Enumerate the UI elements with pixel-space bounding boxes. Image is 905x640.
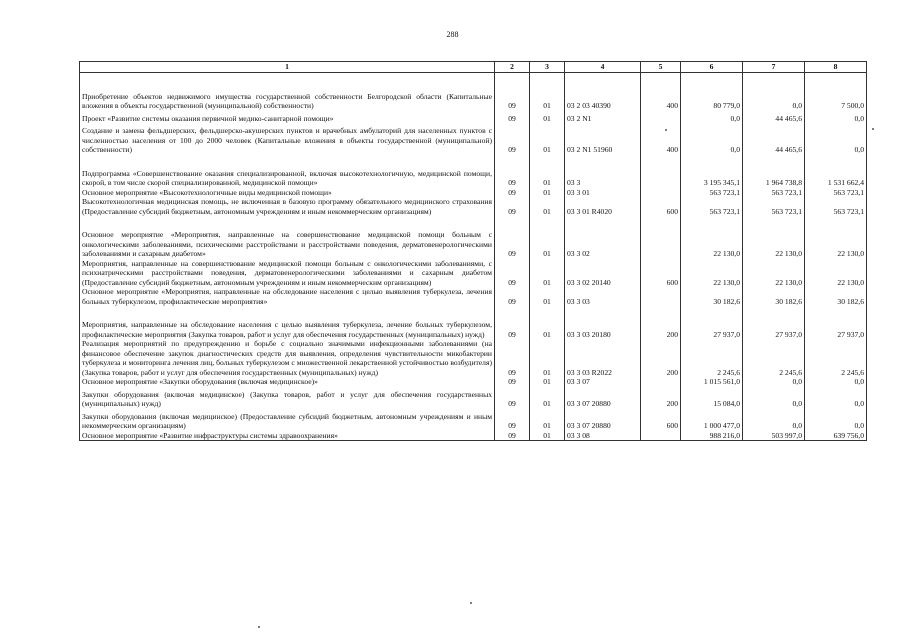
amount-year-3: 1 531 662,4: [805, 155, 867, 188]
table-row: [80, 339, 867, 377]
column-header: 6: [681, 62, 743, 73]
row-description: Мероприятия, направленные на обследование населения с целью выявления туберкулеза, лечение больных туберкулезом, профилактические мероприятия (Закупка товаров, работ и услуг для обеспечения государственных (муниципальных) нужд): [80, 306, 495, 339]
amount-year-3: 27 937,0: [805, 306, 867, 339]
table-row: [80, 259, 867, 288]
expense-type-code: [641, 431, 681, 441]
budget-table: [79, 61, 867, 441]
section-code: 09: [495, 306, 530, 339]
amount-year-1: 22 130,0: [681, 216, 743, 259]
expense-type-code: [641, 111, 681, 124]
subsection-code: 01: [530, 72, 565, 111]
section-code: 09: [495, 287, 530, 306]
subsection-code: 01: [530, 306, 565, 339]
section-code: 09: [495, 431, 530, 441]
amount-year-2: 0,0: [743, 72, 805, 111]
expense-type-code: 600: [641, 409, 681, 431]
section-code: 09: [495, 72, 530, 111]
amount-year-3: 0,0: [805, 377, 867, 387]
amount-year-3: 22 130,0: [805, 259, 867, 288]
table-row: [80, 111, 867, 124]
target-article-code: 03 3 03 R2022: [565, 339, 641, 377]
row-description: Высокотехнологичная медицинская помощь, не включенная в базовую программу обязательного медицинского страхования (Предоставление субсидий бюджетным, автономным учреждениям и иным некоммерческим организациям): [80, 197, 495, 216]
amount-year-2: 2 245,6: [743, 339, 805, 377]
expense-type-code: 400: [641, 72, 681, 111]
subsection-code: 01: [530, 259, 565, 288]
row-description: Подпрограмма «Совершенствование оказания специализированной, включая высокотехнологичную, медицинской помощи, скорой, в том числе скорой специализированной, медицинской помощи»: [80, 155, 495, 188]
amount-year-3: 639 756,0: [805, 431, 867, 441]
subsection-code: 01: [530, 339, 565, 377]
row-description: Основное мероприятие «Закупки оборудования (включая медицинское)»: [80, 377, 495, 387]
amount-year-3: 563 723,1: [805, 197, 867, 216]
amount-year-1: 563 723,1: [681, 188, 743, 198]
target-article-code: 03 3 08: [565, 431, 641, 441]
amount-year-1: 27 937,0: [681, 306, 743, 339]
subsection-code: 01: [530, 287, 565, 306]
row-description: Закупки оборудования (включая медицинское) (Закупка товаров, работ и услуг для обеспечения государственных (муниципальных) нужд): [80, 387, 495, 409]
amount-year-3: 563 723,1: [805, 188, 867, 198]
expense-type-code: 200: [641, 306, 681, 339]
row-description: Основное мероприятие «Мероприятия, направленные на обследование населения с целью выявления туберкулеза, лечения больных туберкулезом, профилактические мероприятия»: [80, 287, 495, 306]
target-article-code: 03 3 02 20140: [565, 259, 641, 288]
expense-type-code: [641, 377, 681, 387]
subsection-code: 01: [530, 216, 565, 259]
table-row: [80, 409, 867, 431]
row-description: Приобретение объектов недвижимого имущества государственной собственности Белгородской области (Капитальные вложения в объекты государственной (муниципальной) собственности): [80, 72, 495, 111]
table-row: [80, 387, 867, 409]
amount-year-3: 7 500,0: [805, 72, 867, 111]
table-row: [80, 197, 867, 216]
amount-year-3: 2 245,6: [805, 339, 867, 377]
column-header: 2: [495, 62, 530, 73]
table-row: [80, 216, 867, 259]
amount-year-1: 563 723,1: [681, 197, 743, 216]
amount-year-2: 0,0: [743, 409, 805, 431]
target-article-code: 03 3 07 20880: [565, 387, 641, 409]
expense-type-code: 400: [641, 123, 681, 155]
expense-type-code: 600: [641, 259, 681, 288]
amount-year-1: 1 000 477,0: [681, 409, 743, 431]
amount-year-2: 22 130,0: [743, 259, 805, 288]
amount-year-2: 44 465,6: [743, 123, 805, 155]
subsection-code: 01: [530, 111, 565, 124]
expense-type-code: [641, 188, 681, 198]
table-row: [80, 188, 867, 198]
table-body: [80, 72, 867, 441]
amount-year-1: 988 216,0: [681, 431, 743, 441]
amount-year-2: 30 182,6: [743, 287, 805, 306]
table-row: [80, 287, 867, 306]
row-description: Проект «Развитие системы оказания первичной медико-санитарной помощи»: [80, 111, 495, 124]
target-article-code: 03 3: [565, 155, 641, 188]
section-code: 09: [495, 188, 530, 198]
section-code: 09: [495, 111, 530, 124]
section-code: 09: [495, 377, 530, 387]
target-article-code: 03 3 03 20180: [565, 306, 641, 339]
scan-speck: [470, 602, 472, 604]
amount-year-1: 3 195 345,1: [681, 155, 743, 188]
page-number: 288: [446, 30, 459, 39]
target-article-code: 03 3 03: [565, 287, 641, 306]
scan-speck: [872, 128, 874, 130]
target-article-code: 03 3 07 20880: [565, 409, 641, 431]
amount-year-1: 30 182,6: [681, 287, 743, 306]
amount-year-2: 22 130,0: [743, 216, 805, 259]
expense-type-code: [641, 287, 681, 306]
expense-type-code: [641, 216, 681, 259]
target-article-code: 03 2 03 40390: [565, 72, 641, 111]
column-header: 8: [805, 62, 867, 73]
column-header: 1: [80, 62, 495, 73]
table-row: [80, 123, 867, 155]
section-code: 09: [495, 387, 530, 409]
target-article-code: 03 3 07: [565, 377, 641, 387]
amount-year-1: 1 015 561,0: [681, 377, 743, 387]
row-description: Основное мероприятие «Высокотехнологичные виды медицинской помощи»: [80, 188, 495, 198]
scan-speck: [258, 626, 260, 628]
subsection-code: 01: [530, 188, 565, 198]
amount-year-1: 80 779,0: [681, 72, 743, 111]
section-code: 09: [495, 216, 530, 259]
subsection-code: 01: [530, 431, 565, 441]
amount-year-3: 0,0: [805, 409, 867, 431]
amount-year-2: 27 937,0: [743, 306, 805, 339]
amount-year-1: 22 130,0: [681, 259, 743, 288]
row-description: Создание и замена фельдшерских, фельдшерско-акушерских пунктов и врачебных амбулаторий для населенных пунктов с численностью населения от 100 до 2000 человек (Капитальные вложения в объекты государственной (муниципальной) собственности): [80, 123, 495, 155]
section-code: 09: [495, 197, 530, 216]
table-row: [80, 306, 867, 339]
amount-year-2: 563 723,1: [743, 188, 805, 198]
amount-year-2: 44 465,6: [743, 111, 805, 124]
amount-year-2: 0,0: [743, 387, 805, 409]
amount-year-2: 1 964 738,8: [743, 155, 805, 188]
amount-year-1: 2 245,6: [681, 339, 743, 377]
subsection-code: 01: [530, 377, 565, 387]
target-article-code: 03 2 N1 51960: [565, 123, 641, 155]
row-description: Основное мероприятие «Развитие инфраструктуры системы здравоохранения»: [80, 431, 495, 441]
target-article-code: 03 3 01: [565, 188, 641, 198]
subsection-code: 01: [530, 123, 565, 155]
amount-year-3: 0,0: [805, 123, 867, 155]
target-article-code: 03 2 N1: [565, 111, 641, 124]
amount-year-1: 15 084,0: [681, 387, 743, 409]
subsection-code: 01: [530, 197, 565, 216]
target-article-code: 03 3 01 R4020: [565, 197, 641, 216]
section-code: 09: [495, 409, 530, 431]
amount-year-1: 0,0: [681, 123, 743, 155]
row-description: Закупки оборудования (включая медицинское) (Предоставление субсидий бюджетным, автономным учреждениям и иным некоммерческим организациям): [80, 409, 495, 431]
section-code: 09: [495, 339, 530, 377]
subsection-code: 01: [530, 387, 565, 409]
column-header: 4: [565, 62, 641, 73]
amount-year-3: 0,0: [805, 387, 867, 409]
table-header-row: [80, 62, 867, 73]
column-header: 7: [743, 62, 805, 73]
expense-type-code: 200: [641, 339, 681, 377]
amount-year-1: 0,0: [681, 111, 743, 124]
table-row: [80, 377, 867, 387]
row-description: Мероприятия, направленные на совершенствование медицинской помощи больным с онкологическими заболеваниями, с психиатрическими расстройствами поведения, дерматовенерологическими заболеваниями и сахарным диабетом (Предоставление субсидий бюджетным, автономным учреждениям и иным некоммерческим организациям): [80, 259, 495, 288]
section-code: 09: [495, 123, 530, 155]
expense-type-code: 200: [641, 387, 681, 409]
subsection-code: 01: [530, 155, 565, 188]
table-row: [80, 431, 867, 441]
section-code: 09: [495, 259, 530, 288]
row-description: Реализация мероприятий по предупреждению и борьбе с социально значимыми инфекционными заболеваниями (на финансовое обеспечение закупок диагностических средств для выявления, определения чувствительности микобактерии туберкулеза и мониторинга лечения лиц, больных туберкулезом с множественной лекарственной устойчивостью возбудителя) (Закупка товаров, работ и услуг для обеспечения государственных (муниципальных) нужд): [80, 339, 495, 377]
amount-year-2: 563 723,1: [743, 197, 805, 216]
amount-year-2: 0,0: [743, 377, 805, 387]
amount-year-3: 30 182,6: [805, 287, 867, 306]
row-description: Основное мероприятие «Мероприятия, направленные на совершенствование медицинской помощи больным с онкологическими заболеваниями, психическими расстройствами и расстройствами поведения, дерматовенерологическими заболеваниями и сахарным диабетом»: [80, 216, 495, 259]
table-row: [80, 72, 867, 111]
scan-speck: [665, 129, 667, 131]
expense-type-code: [641, 155, 681, 188]
column-header: 5: [641, 62, 681, 73]
column-header: 3: [530, 62, 565, 73]
target-article-code: 03 3 02: [565, 216, 641, 259]
amount-year-3: 22 130,0: [805, 216, 867, 259]
amount-year-3: 0,0: [805, 111, 867, 124]
section-code: 09: [495, 155, 530, 188]
subsection-code: 01: [530, 409, 565, 431]
expense-type-code: 600: [641, 197, 681, 216]
amount-year-2: 503 997,0: [743, 431, 805, 441]
table-row: [80, 155, 867, 188]
